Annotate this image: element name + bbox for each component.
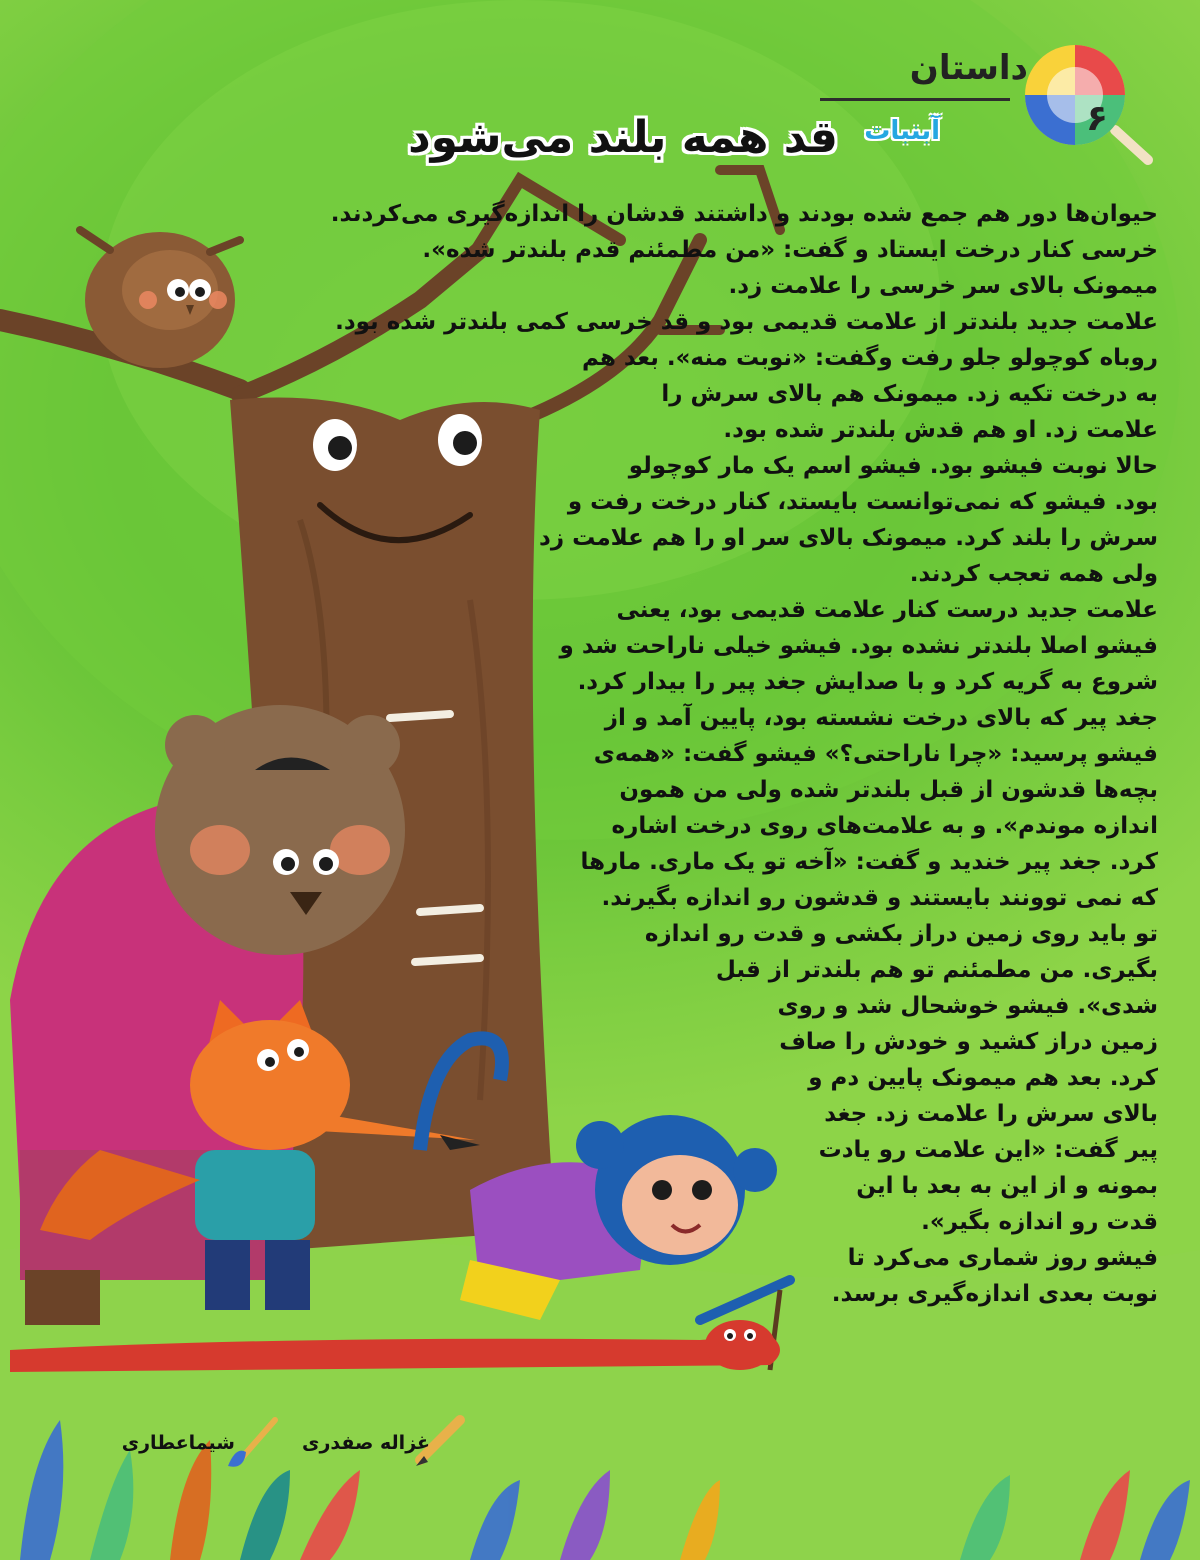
story-line: کرد. بعد هم میمونک پایین دم و	[808, 1065, 1158, 1091]
story-line: کرد. جغد پیر خندید و گفت: «آخه تو یک ماری. مارها	[580, 849, 1158, 875]
story-title: قد همه بلند می‌شود	[408, 112, 838, 163]
story-line: تو باید روی زمین دراز بکشی و قدت رو اندازه	[644, 921, 1158, 947]
story-line: که نمی توونند بایستند و قدشون رو اندازه بگیرند.	[601, 885, 1158, 911]
story-line: زمین دراز کشید و خودش را صاف	[779, 1029, 1158, 1055]
story-line: سرش را بلند کرد. میمونک بالای سر او را هم علامت زد	[539, 525, 1158, 551]
story-line: روباه کوچولو جلو رفت وگفت: «نوبت منه». بعد هم	[581, 345, 1158, 371]
page-header	[840, 40, 1160, 170]
writer-credit: غزاله صفدری	[302, 1432, 430, 1454]
story-line: به درخت تکیه زد. میمونک هم بالای سرش را	[661, 381, 1158, 407]
story-line: بمونه و از این به بعد با این	[856, 1173, 1158, 1199]
story-line: قدت رو اندازه بگیر».	[921, 1209, 1158, 1235]
header-rule	[820, 98, 1010, 101]
story-line: فیشو روز شماری می‌کرد تا	[847, 1245, 1158, 1271]
story-line: پیر گفت: «این علامت رو یادت	[818, 1137, 1158, 1163]
story-line: شروع به گریه کرد و با صدایش جغد پیر را بیدار کرد.	[577, 669, 1158, 695]
story-line: خرسی کنار درخت ایستاد و گفت: «من مطمئنم قدم بلندتر شده».	[422, 237, 1158, 263]
story-line: علامت زد. او هم قدش بلندتر شده بود.	[723, 417, 1158, 443]
story-line: علامت جدید بلندتر از علامت قدیمی بود و قد خرسی کمی بلندتر شده بود.	[335, 309, 1158, 335]
story-line: اندازه موندم». و به علامت‌های روی درخت اشاره	[611, 813, 1158, 839]
story-line: میمونک بالای سر خرسی را علامت زد.	[728, 273, 1158, 299]
story-line: جغد پیر که بالای درخت نشسته بود، پایین آمد و از	[604, 705, 1158, 731]
story-line: فیشو اصلا بلندتر نشده بود. فیشو خیلی ناراحت شد و	[559, 633, 1158, 659]
story-line: شدی». فیشو خوشحال شد و روی	[777, 993, 1158, 1019]
story-line: بالای سرش را علامت زد. جغد	[824, 1101, 1158, 1127]
story-line: علامت جدید درست کنار علامت قدیمی بود، یعنی	[616, 597, 1158, 623]
story-line: ولی همه تعجب کردند.	[909, 561, 1158, 587]
illustrator-credit: شیماعطاری	[121, 1432, 235, 1454]
story-line: حیوان‌ها دور هم جمع شده بودند و داشتند قدشان را اندازه‌گیری می‌کردند.	[330, 201, 1158, 227]
story-line: بگیری. من مطمئنم تو هم بلندتر از قبل	[715, 957, 1158, 983]
story-line: بود. فیشو که نمی‌توانست بایستد، کنار درخت رفت و	[567, 489, 1158, 515]
story-line: بچه‌ها قدشون از قبل بلندتر شده ولی من همون	[619, 777, 1158, 803]
section-label: داستان	[909, 48, 1028, 88]
page-number: ۶	[1086, 98, 1108, 139]
brand-name: آبنبات	[864, 116, 940, 146]
story-line: حالا نوبت فیشو بود. فیشو اسم یک مار کوچولو	[628, 453, 1158, 479]
story-line: نوبت بعدی اندازه‌گیری برسد.	[831, 1281, 1158, 1307]
story-line: فیشو پرسید: «چرا ناراحتی؟» فیشو گفت: «همه‌ی	[593, 741, 1158, 767]
